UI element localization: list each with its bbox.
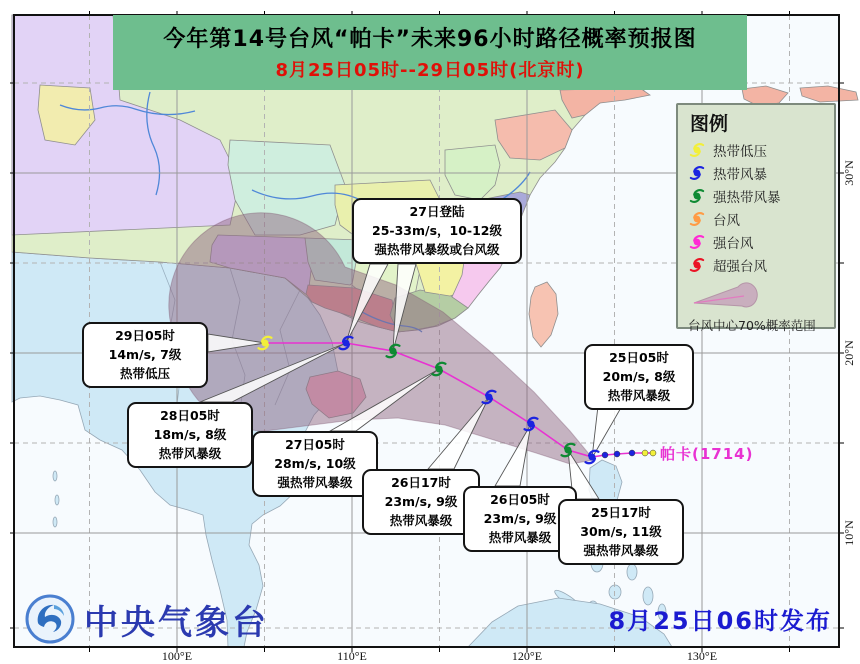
forecast-label-line: 28m/s, 10级 <box>274 455 356 471</box>
forecast-label-line: 23m/s, 9级 <box>384 493 458 509</box>
legend-cone-label: 台风中心70%概率范围 <box>688 318 816 333</box>
legend-item <box>688 138 826 161</box>
forecast-label-line: 26日05时 <box>490 492 550 507</box>
issued-time: 8月25日06时发布 <box>608 607 832 635</box>
typhoon-symbol <box>691 190 703 202</box>
lon-axis-label: 120°E <box>511 649 543 663</box>
forecast-label-line: 热带风暴级 <box>158 445 222 461</box>
forecast-label-box-t27 <box>252 431 378 497</box>
legend-item-label: 强热带风暴 <box>713 189 781 206</box>
footer-agency <box>24 593 269 645</box>
legend-item <box>688 230 826 253</box>
forecast-label-line: 25日17时 <box>591 505 651 520</box>
cma-logo-icon <box>24 593 76 645</box>
legend-item <box>688 161 826 184</box>
lon-axis-label: 100°E <box>161 649 193 663</box>
legend-items <box>688 138 826 276</box>
legend-item-label: 强台风 <box>713 235 754 252</box>
forecast-label-box-t25a <box>584 344 694 410</box>
legend-item-label: 台风 <box>713 212 740 229</box>
map-subtitle: 8月25日05时--29日05时(北京时) <box>275 60 585 81</box>
forecast-label-line: 26日17时 <box>391 475 451 490</box>
lon-axis-label: 110°E <box>337 649 367 663</box>
legend-typhoon-icon <box>688 233 706 251</box>
forecast-label-line: 29日05时 <box>115 328 175 343</box>
forecast-label-box-t29 <box>82 322 208 388</box>
past-track-point <box>602 452 608 458</box>
philippine-island <box>627 564 637 580</box>
legend-title: 图例 <box>690 113 729 135</box>
legend-typhoon-icon <box>688 256 706 274</box>
legend-item <box>688 207 826 230</box>
typhoon-symbol <box>691 213 703 225</box>
lat-axis-label: 30°N <box>842 160 856 186</box>
forecast-label-line: 14m/s, 7级 <box>108 346 182 362</box>
past-track-point <box>629 450 635 456</box>
lat-axis-label: 10°N <box>842 520 856 546</box>
lat-axis-label: 20°N <box>842 340 856 366</box>
forecast-label-line: 热带风暴级 <box>389 512 453 528</box>
agency-name: 中央气象台 <box>84 602 269 643</box>
andaman-island <box>53 517 57 527</box>
legend-item-label: 热带低压 <box>713 143 767 160</box>
forecast-label-box-t25b <box>558 499 684 565</box>
forecast-label-line: 27日登陆 <box>409 204 465 219</box>
legend-item <box>688 253 826 276</box>
forecast-label-line: 20m/s, 8级 <box>602 368 676 384</box>
map-title: 今年第14号台风“帕卡”未来96小时路径概率预报图 <box>163 27 697 52</box>
legend-item <box>688 184 826 207</box>
typhoon-symbol <box>691 167 703 179</box>
past-track-point <box>642 450 648 456</box>
title-band <box>113 15 747 90</box>
lon-axis-label: 130°E <box>686 649 718 663</box>
legend-typhoon-icon <box>688 164 706 182</box>
storm-name-label: 帕卡(1714) <box>660 445 754 463</box>
legend-panel <box>676 103 836 333</box>
andaman-island <box>55 495 59 505</box>
forecast-label-line: 热带风暴级 <box>607 387 671 403</box>
legend-cone-icon <box>690 279 826 315</box>
andaman-island <box>53 471 57 481</box>
typhoon-symbol <box>691 259 703 271</box>
forecast-label-line: 25日05时 <box>609 350 669 365</box>
forecast-label-box-landing <box>352 198 522 264</box>
forecast-label-line: 热带低压 <box>119 365 170 381</box>
forecast-label-box-t28 <box>127 402 253 468</box>
legend-typhoon-icon <box>688 187 706 205</box>
typhoon-symbol <box>691 144 703 156</box>
forecast-label-line: 热带风暴级 <box>488 529 552 545</box>
forecast-label-line: 18m/s, 8级 <box>153 426 227 442</box>
legend-item-label: 热带风暴 <box>713 166 767 183</box>
past-track-point <box>614 451 620 457</box>
typhoon-symbol <box>691 236 703 248</box>
forecast-label-line: 27日05时 <box>285 437 345 452</box>
forecast-label-line: 23m/s, 9级 <box>483 510 557 526</box>
legend-typhoon-icon <box>688 210 706 228</box>
legend-typhoon-icon <box>688 141 706 159</box>
forecast-label-line: 28日05时 <box>160 408 220 423</box>
legend-item-label: 超强台风 <box>713 258 767 275</box>
forecast-label-line: 强热带风暴级或台风级 <box>374 241 500 257</box>
past-track-point <box>650 450 656 456</box>
forecast-label-line: 强热带风暴级 <box>277 474 353 490</box>
forecast-label-line: 25-33m/s，10-12级 <box>372 222 502 238</box>
forecast-label-line: 30m/s, 11级 <box>580 523 662 539</box>
forecast-label-line: 强热带风暴级 <box>583 542 659 558</box>
